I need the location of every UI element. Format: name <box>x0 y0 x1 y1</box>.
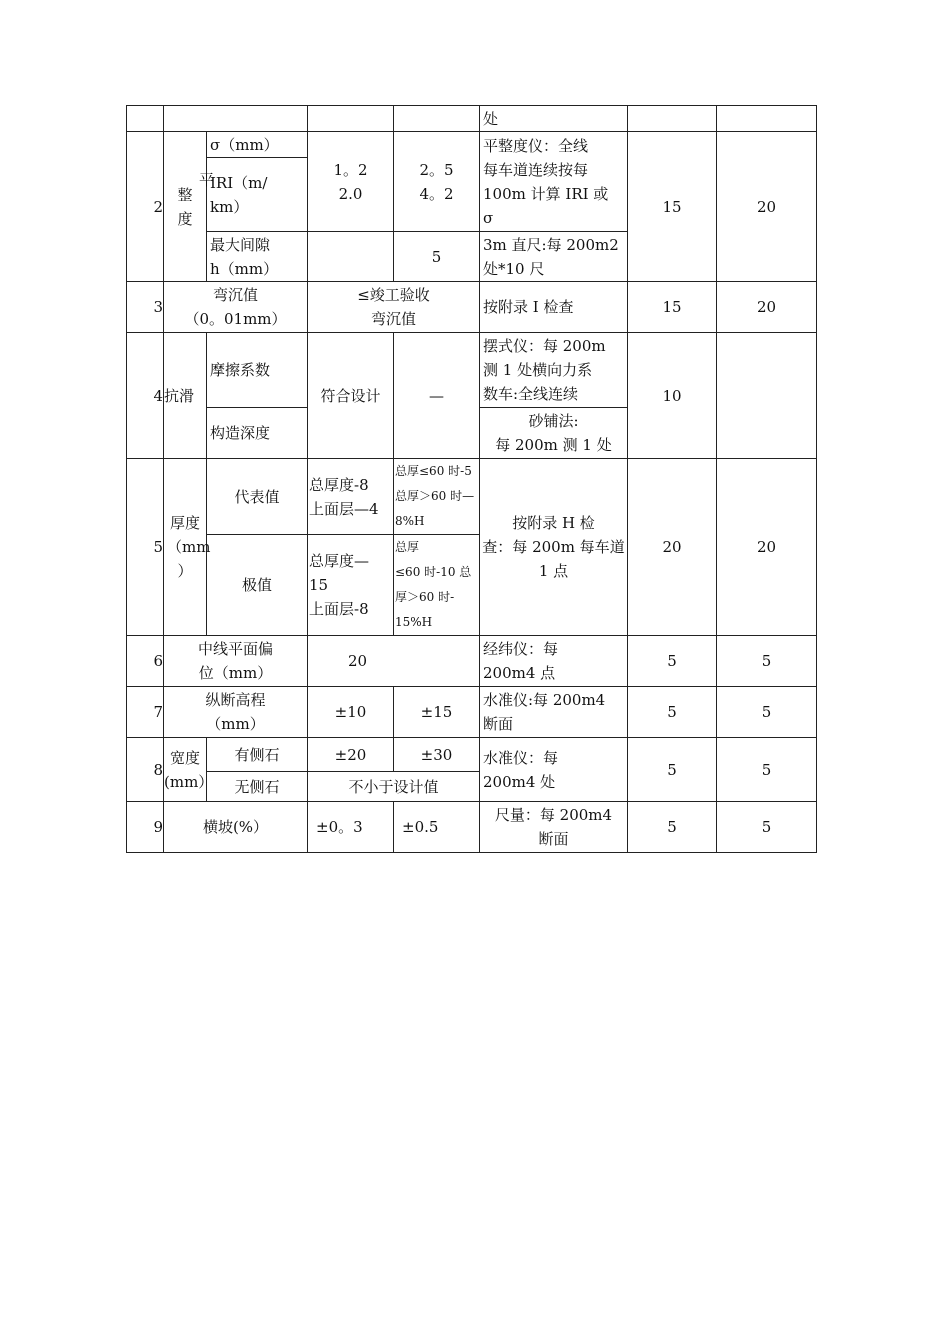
allowance-a: ±0。3 <box>308 802 394 853</box>
row-number: 3 <box>127 282 164 333</box>
check-frequency: 15 <box>628 282 717 333</box>
allowance-b: 2。5 4。2 <box>394 132 480 232</box>
item-name: 厚度 （mm ） <box>164 459 207 636</box>
table-row <box>127 132 817 158</box>
item-name: 中线平面偏 位（mm） <box>164 636 308 687</box>
allowance-b: ±15 <box>394 687 480 738</box>
cell-empty <box>628 106 717 132</box>
weight-value: 5 <box>717 738 817 802</box>
weight-value: 20 <box>717 132 817 282</box>
cell-empty <box>164 106 308 132</box>
cell-empty <box>127 106 164 132</box>
row-number: 8 <box>127 738 164 802</box>
row-number: 4 <box>127 333 164 459</box>
table-row <box>127 687 817 738</box>
allowance: ≤竣工验收 弯沉值 <box>308 282 480 333</box>
item-name-prefix: 平 <box>198 171 214 189</box>
sub-item: 构造深度 <box>207 408 308 459</box>
sub-item: 代表值 <box>207 459 308 535</box>
item-name: 纵断高程 （mm） <box>164 687 308 738</box>
check-method: 摆式仪：每 200m 测 1 处横向力系 数车:全线连续 <box>480 333 628 408</box>
item-name: 平 整 度 <box>164 132 207 282</box>
row-number: 5 <box>127 459 164 636</box>
allowance-a: 1。2 2.0 <box>308 132 394 232</box>
sub-item: 摩擦系数 <box>207 333 308 408</box>
allowance-a: 总厚度— 15 上面层-8 <box>308 535 394 636</box>
weight-value: 5 <box>717 687 817 738</box>
table-row <box>127 282 817 333</box>
table-row <box>127 459 817 535</box>
allowance-b: — <box>394 333 480 459</box>
allowance-a: 总厚度-8 上面层—4 <box>308 459 394 535</box>
cell-empty <box>394 106 480 132</box>
check-method: 水准仪:每 200m4 断面 <box>480 687 628 738</box>
check-method: 3m 直尺:每 200m2 处*10 尺 <box>480 232 628 282</box>
weight-value: 20 <box>717 459 817 636</box>
weight-value: 20 <box>717 282 817 333</box>
cell-empty <box>308 106 394 132</box>
check-method: 经纬仪：每 200m4 点 <box>480 636 628 687</box>
check-frequency: 20 <box>628 459 717 636</box>
sub-item: 无侧石 <box>207 772 308 802</box>
table-row <box>127 738 817 772</box>
allowance-b: ±30 <box>394 738 480 772</box>
item-name: 弯沉值 （0。01mm） <box>164 282 308 333</box>
inspection-table <box>126 105 817 853</box>
check-frequency: 5 <box>628 802 717 853</box>
check-frequency: 5 <box>628 738 717 802</box>
allowance-b: ±0.5 <box>394 802 480 853</box>
row-number: 7 <box>127 687 164 738</box>
allowance-b: 5 <box>394 232 480 282</box>
check-method-cell: 处 <box>480 106 628 132</box>
table-row <box>127 106 817 132</box>
allowance: 20 <box>308 636 480 687</box>
check-method: 按附录 H 检 查：每 200m 每车道 1 点 <box>480 459 628 636</box>
check-frequency: 10 <box>628 333 717 459</box>
sub-item: 最大间隙 h（mm） <box>207 232 308 282</box>
table-row <box>127 802 817 853</box>
sub-item: σ（mm） <box>207 132 308 158</box>
allowance-a: 符合设计 <box>308 333 394 459</box>
check-frequency: 15 <box>628 132 717 282</box>
row-number: 9 <box>127 802 164 853</box>
allowance-b: 总厚≤60 时-5 总厚＞60 时— 8%H <box>394 459 480 535</box>
check-frequency: 5 <box>628 636 717 687</box>
item-name: 宽度 (mm） <box>164 738 207 802</box>
row-number: 2 <box>127 132 164 282</box>
check-method: 按附录 I 检查 <box>480 282 628 333</box>
allowance-a: ±10 <box>308 687 394 738</box>
sub-item: 极值 <box>207 535 308 636</box>
weight-value: 5 <box>717 636 817 687</box>
allowance-a: ±20 <box>308 738 394 772</box>
allowance: 不小于设计值 <box>308 772 480 802</box>
sub-item: IRI（m/ km） <box>207 158 308 232</box>
check-method: 平整度仪：全线 每车道连续按每 100m 计算 IRI 或 σ <box>480 132 628 232</box>
sub-item: 有侧石 <box>207 738 308 772</box>
cell-empty <box>308 232 394 282</box>
table-row <box>127 333 817 408</box>
table-row <box>127 636 817 687</box>
check-method: 尺量：每 200m4 断面 <box>480 802 628 853</box>
check-method: 砂铺法: 每 200m 测 1 处 <box>480 408 628 459</box>
check-frequency: 5 <box>628 687 717 738</box>
weight-value <box>717 333 817 459</box>
item-name: 横坡(%） <box>164 802 308 853</box>
allowance-b: 总厚 ≤60 时-10 总 厚＞60 时- 15%H <box>394 535 480 636</box>
item-name: 抗滑 <box>164 333 207 459</box>
weight-value: 5 <box>717 802 817 853</box>
cell-empty <box>717 106 817 132</box>
check-method: 水准仪：每 200m4 处 <box>480 738 628 802</box>
row-number: 6 <box>127 636 164 687</box>
